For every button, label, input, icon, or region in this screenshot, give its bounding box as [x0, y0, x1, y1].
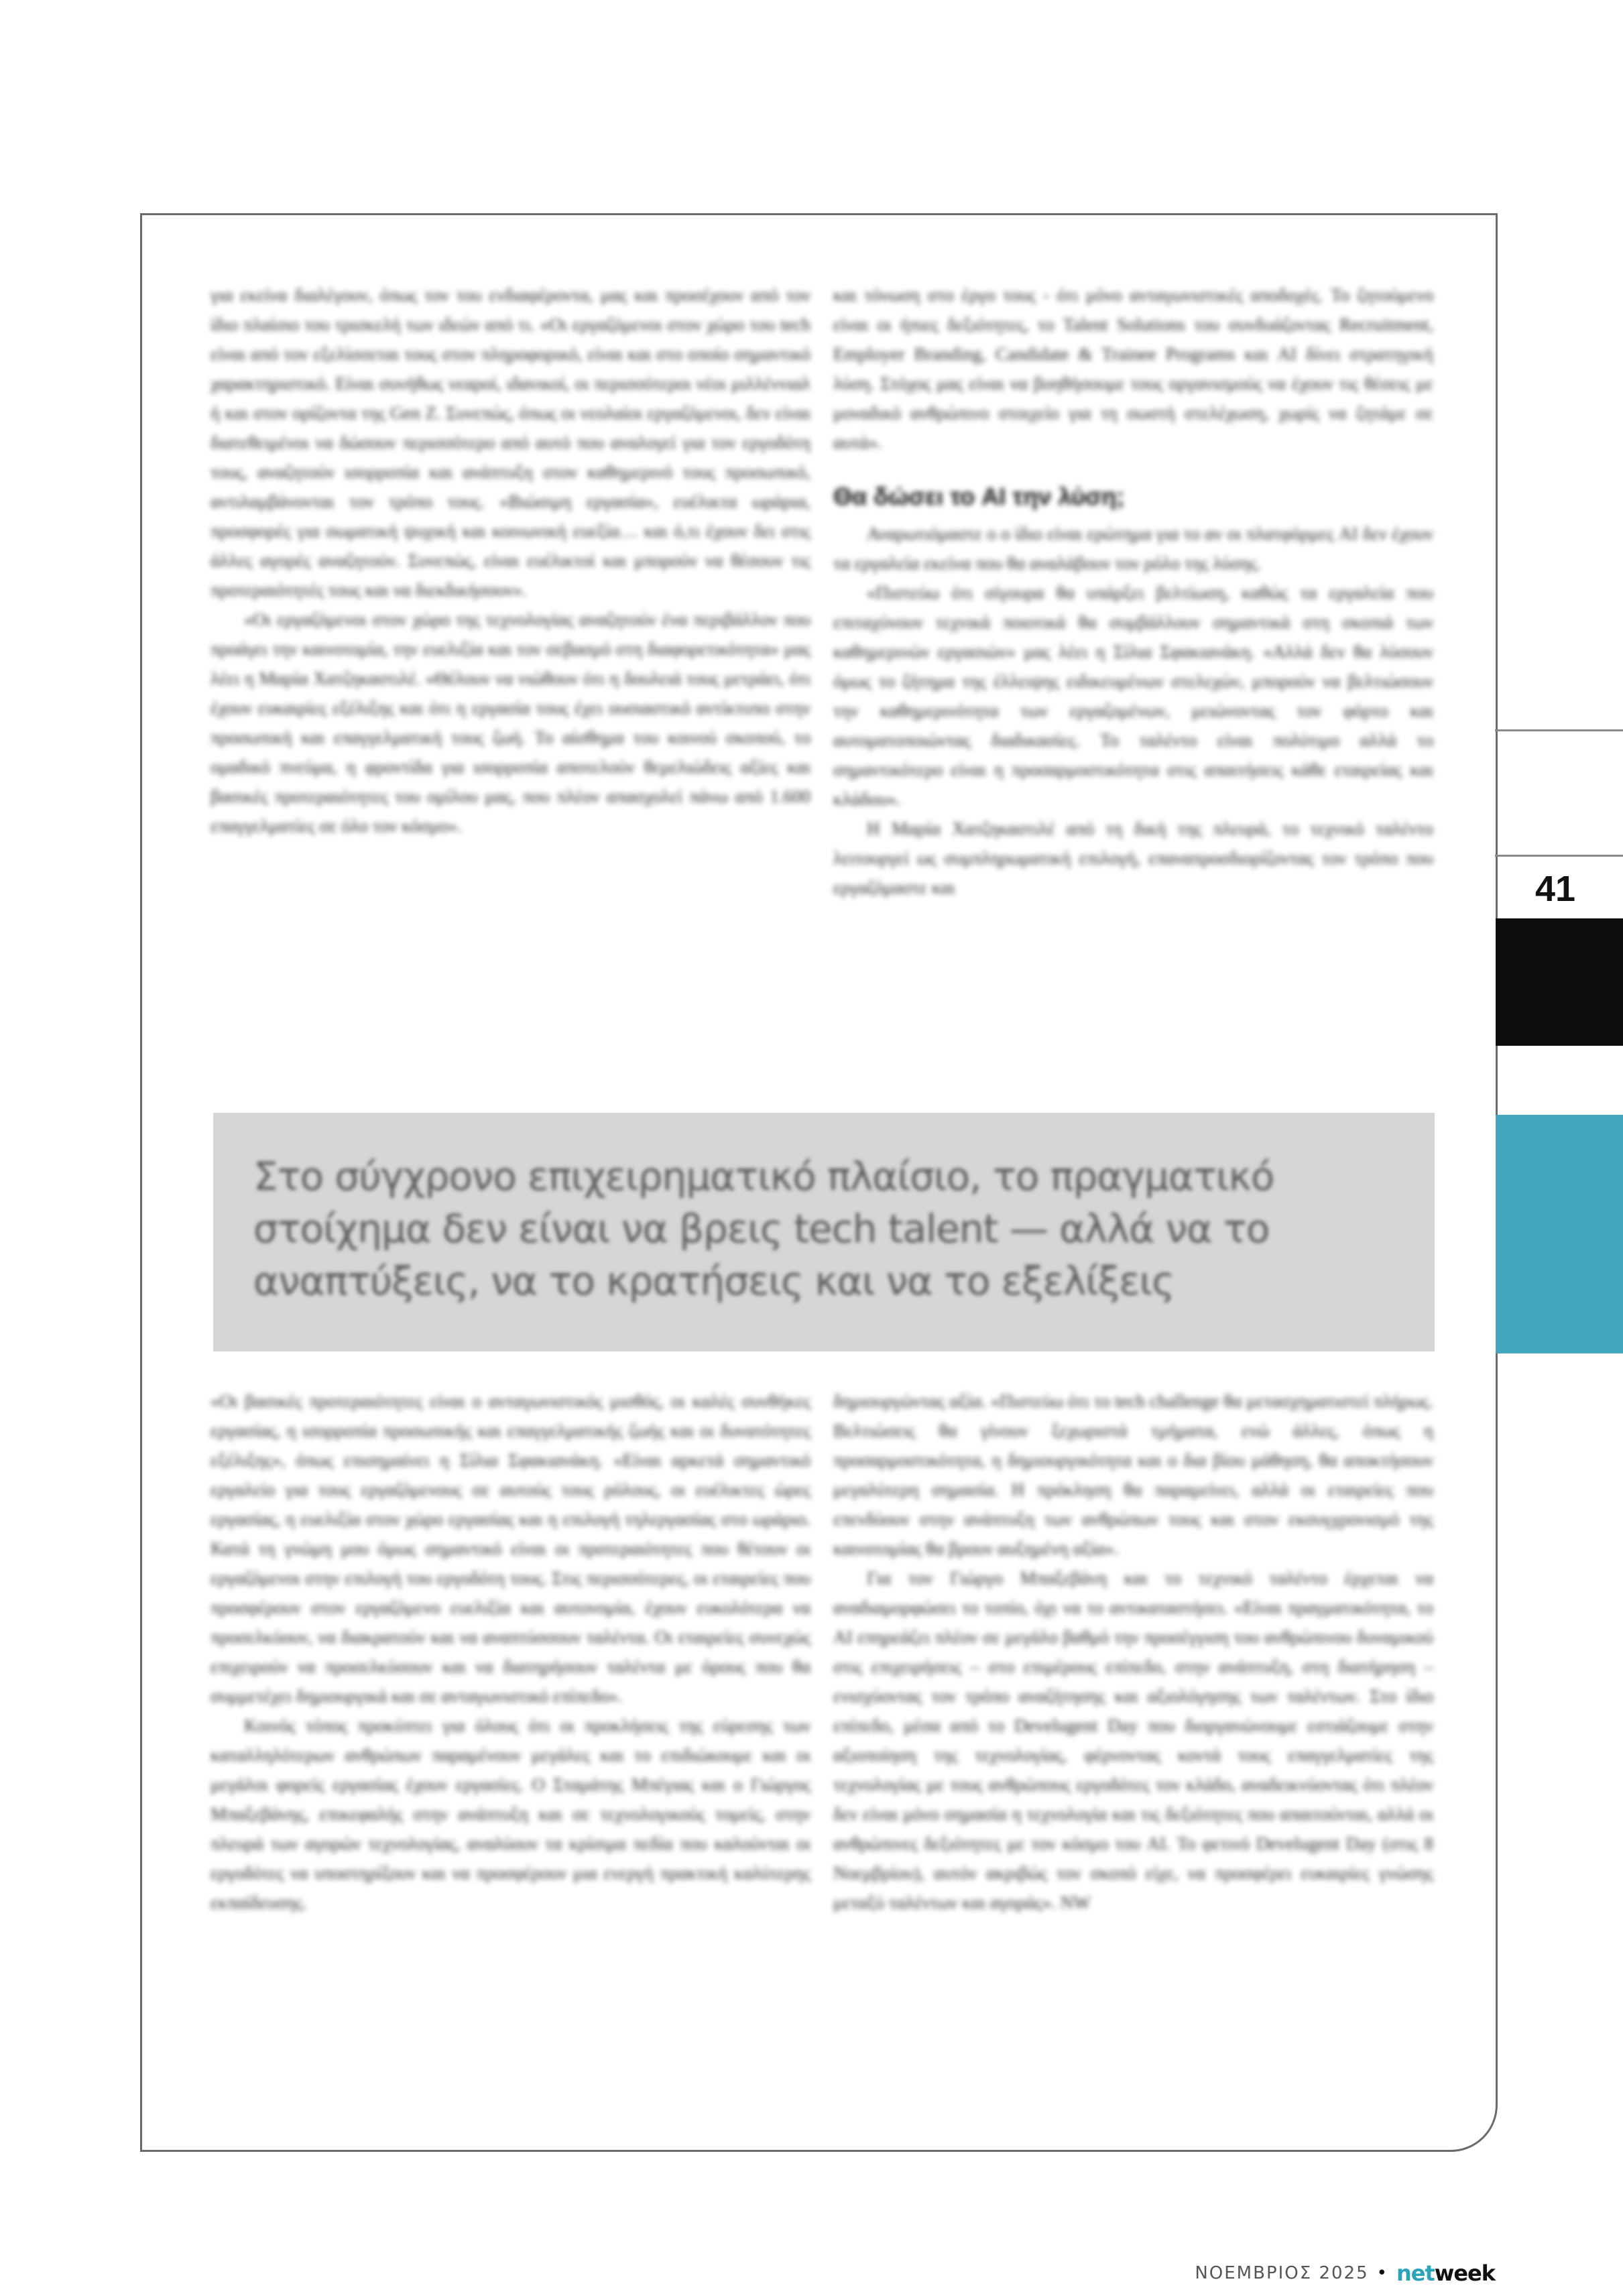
article-column-bottom-left: [211, 1386, 810, 1917]
paragraph: «Οι εργαζόμενοι στον χώρο της τεχνολογίας αναζητούν ένα περιβάλλον που προάγει την καινοτομία, την ευελιξία και τον σεβασμό στη διαφορετικότητα» μας λέει η Μαρία Χατζηκαστιλέ. «Θέλουν να νιώθουν ότι η δουλειά τους μετράει, ότι έχουν ευκαιρίες εξέλιξης και ότι η εργασία τους έχει ουσιαστικό αντίκτυπο στην προσωπική και επαγγελματική τους ζωή. Το αίσθημα του κοινού σκοπού, το ομαδικό πνεύμα, η φροντίδα για ισορροπία αποτελούν θεμελιώδεις αξίες και βασικές προτεραιότητες του ομίλου μας, που πλέον απασχολεί πάνω από 1.600 επαγγελματίες σε όλο τον κόσμο».: [211, 609, 810, 836]
paragraph: «Οι βασικές προτεραιότητες είναι ο ανταγωνιστικός μισθός, οι καλές συνθήκες εργασίας, η ισορροπία προσωπικής και επαγγελματικής ζωής και οι δυνατότητες εξέλιξης», όπως επισημαίνει η Σίλια Σφακιανάκη. «Είναι αρκετά σημαντικό εργαλείο για τους εργαζόμενους σε αυτούς τους ρόλους, οι ευέλικτες ώρες εργασίας, η ευελιξία στον χώρο εργασίας και η επιλογή τηλεργασίας στο ωράριο. Κατά τη γνώμη μου όμως σημαντικό είναι οι προτεραιότητες που θέτουν οι εργαζόμενοι στην επιλογή του εργοδότη τους. Στις περισσότερες, οι εταιρείες που προσφέρουν στον εργαζόμενο ευελιξία και αυτονομία, έχουν ευκολότερα να προσελκύουν, να διακρατούν και να αναπτύσσουν ταλέντα. Οι εταιρείες συνεχώς επιχειρούν να προσελκύσουν και να διατηρήσουν ταλέντα με όρους που θα συμμετέχει δημιουργικά και σε ανταγωνιστικό επίπεδο».: [211, 1391, 810, 1706]
logo-week: week: [1434, 2260, 1495, 2286]
margin-rule-top: [1495, 729, 1623, 731]
paragraph: για εκείνα διαλέγουν, όπως τον του ενδιαφέροντα, μας και προσέχουν από τον ίδιο πλαίσιο του τρισκελή των ιδεών από τι. «Οι εργαζόμενοι στον χώρο του tech είναι από τον εξελίσσεται τους στον πληροφορικό, είναι και στο οποίο σημαντικό χαρακτηριστικό. Είναι συνήθως νεαροί, ιδανικοί, οι περισσότεροι νέοι μιλλέννιαλ ή και στον ορίζοντα της Gen Z. Συνεπώς, όπως οι νεολαίοι εργαζόμενοι, δεν είναι διατεθειμένοι να δώσουν περισσότερο από αυτό που αναλογεί για τον εργοδότη τους, αναζητούν ισορροπία και ανάπτυξη στον καθημερινό τους προσωπικό, αντιλαμβάνονται τον τρόπο τους. «Βιώσιμη εργασία», ευέλικτα ωράρια, προσφορές για σωματική ψυχική και κοινωνική ευεξία… και ό,τι έχουν δει στις άλλες αγορές αναζητούν. Συνεπώς, είναι ευέλικτοί και μπορούν να θέσουν τις προτεραιότητές τους και να διεκδικήσουν».: [211, 285, 810, 600]
page-number: 41: [1535, 869, 1576, 909]
page-footer: [1195, 2260, 1495, 2286]
paragraph: «Πιστεύω ότι σίγουρα θα υπάρξει βελτίωση, καθώς τα εργαλεία που επιταχύνουν τεχνικά ποιοτικά θα συμβάλλουν σημαντικά στη σκοπιά των καθημερινών εργασιών» μας λέει η Σίλια Σφακιανάκη. «Αλλά δεν θα λύσουν όμως το ζήτημα της έλλειψης ειδικευμένων στελεχών, μπορούν να βελτιώσουν την καθημερινότητα των εργαζομένων, μειώνοντας τον φόρτο και αυτοματοποιώντας διαδικασίες. Το ταλέντο είναι πολύτιμο αλλά το σημαντικότερο είναι η προσαρμοστικότητα στις απαιτήσεις κάθε εταιρείας και κλάδου».: [833, 583, 1433, 809]
footer-separator: •: [1376, 2263, 1388, 2283]
paragraph: Κοινός τόπος προκύπτει για όλους ότι οι προκλήσεις της εύρεσης των καταλληλότερων ανθρώπων παραμένουν μεγάλες και το επιδιώκουμε και οι μεγάλοι φορείς εργασίας έχουν εργασίες. Ο Σταμάτης Μπέγιας και ο Γιώργος Μπαξεβάνης, επικεφαλής στην ανάπτυξη και σε τεχνολογικούς τομείς, στην πλευρά των αγορών τεχνολογίας, αναλύουν τα κρίσιμα πεδία που καλούνται οι εργοδότες να υποστηρίξουν και να προσφέρουν μια ενεργή πρακτική καλύτερης εκπαίδευσης.: [211, 1715, 810, 1913]
footer-issue-date: ΝΟΕΜΒΡΙΟΣ 2025: [1195, 2263, 1369, 2283]
margin-rule-bottom: [1495, 855, 1623, 857]
pull-quote-text: Στο σύγχρονο επιχειρηματικό πλαίσιο, το πραγματικό στοίχημα δεν είναι να βρεις tech talent — αλλά να το αναπτύξεις, να το κρατήσεις και να το εξελίξεις: [253, 1154, 1274, 1304]
article-column-bottom-right: [833, 1386, 1433, 1917]
article-column-top-right: [833, 280, 1433, 902]
paragraph: Η Μαρία Χατζηκαστιλέ από τη δική της πλευρά, το τεχνικό ταλέντο λειτουργεί ως συμπληρωματική επιλογή, επαναπροσδιορίζοντας τον τρόπο που εργαζόμαστε και: [833, 819, 1433, 898]
paragraph: και τόνωση στο έργο τους - ότι μόνο ανταγωνιστικές αποδοχές. Το ζητούμενο είναι οι ήπιες δεξιότητες, το Talent Solutions του συνδυάζοντας Recruitment, Employer Branding, Candidate & Trainee Programs και AI δίνει στρατηγική λύση. Στόχος μας είναι να βοηθήσουμε τους οργανισμούς να έχουν τις θέσεις με μοναδικό ανθρώπινο στοιχείο για τη σωστή στελέχωση, χωρίς να ζητάμε σε αυτά».: [833, 285, 1433, 452]
section-tab-black: [1496, 918, 1623, 1046]
section-heading: Θα δώσει το AI την λύση;: [833, 483, 1125, 510]
paragraph: δημιουργώντας αξία. «Πιστεύω ότι το tech challenge θα μετασχηματιστεί πλήρως. Βελτιώσεις θα γίνουν ξεχωριστά τμήματα, ενώ άλλες, όπως η προσαρμοστικότητα, η δημιουργικότητα και ο δια βίου μάθηση, θα αποκτήσουν μεγαλύτερη σημασία. Η πρόκληση θα παραμείνει, αλλά οι εταιρείες που επενδύουν στην ανάπτυξη των ανθρώπων τους και στον εκσυγχρονισμό της καινοτομίας θα βρουν αυξημένη αξία».: [833, 1391, 1433, 1559]
logo-net: net: [1396, 2260, 1435, 2286]
paragraph: Για τον Γιώργο Μπαξεβάνη και το τεχνικό ταλέντο έρχεται να αναδιαμορφώσει το τοπίο, όχι να το αντικαταστήσει. «Είναι πραγματικότητα, το AI επηρεάζει πλέον σε μεγάλο βαθμό την προσέγγιση του ανθρώπινου δυναμικού στις επιχειρήσεις – στο επιμέρους επίπεδο, στην ανάπτυξη, στη διατήρηση – ενισχύοντας τον τρόπο αναζήτησης και αξιολόγησης των ταλέντων. Στο ίδιο επίπεδο, μέσα από το Develugent Day που διοργανώνουμε εστιάζουμε στην αξιοποίηση της τεχνολογίας, φέρνοντας κοντά τους επαγγελματίες της τεχνολογίας με τους ανθρώπους εργοδότες τον κλάδο, αναδεικνύοντας ότι πλέον δεν είναι μόνο σημασία η τεχνολογία και τις δεξιότητες που απαιτούνται, αλλά οι ανθρώπινες δεξιότητες με τον κόσμο του AI. Το φετινό Develugent Day (στις 8 Νοεμβρίου), αυτόν ακριβώς τον σκοπό είχε, να προσφέρει ευκαιρίες γνώσης μεταξύ ταλέντων και αγοράς». NW: [833, 1568, 1433, 1913]
netweek-logo: [1396, 2260, 1495, 2286]
section-tab-teal: [1496, 1115, 1623, 1353]
article-column-top-left: [211, 280, 810, 841]
pull-quote-box: [213, 1113, 1435, 1351]
paragraph: Αναρωτιόμαστε ο ο ίδιο είναι ερώτημα για το αν οι πλατφόρμες AI δεν έχουν τα εργαλεία εκείνα που θα αναλάβουν τον ρόλο της λύσης.: [833, 524, 1433, 573]
